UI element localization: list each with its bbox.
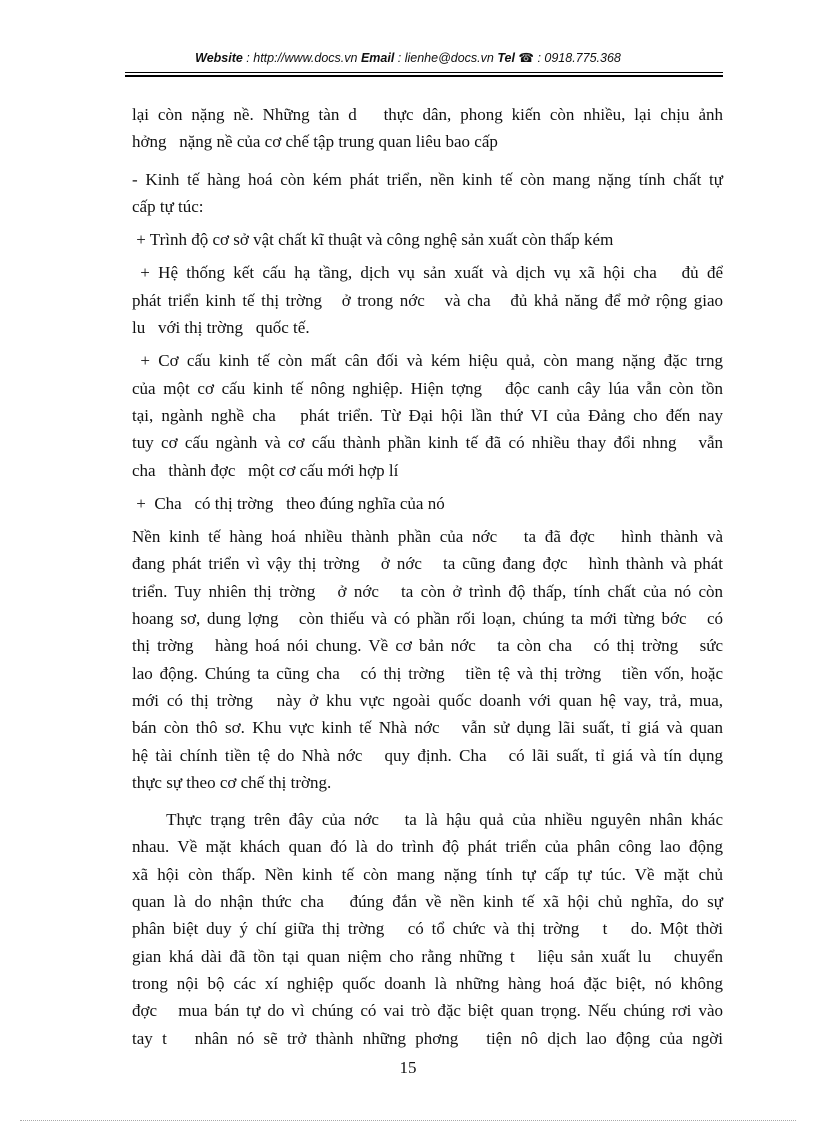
- text-line: lu với thị trờng quốc tế.: [132, 318, 310, 338]
- text-line: tay t nhân nó sẽ trở thành những phơng tiện nô dịch lao động của ngời: [132, 1028, 723, 1048]
- text-line: gian khá dài đã tồn tại quan niệm cho rằng những t liệu sản xuất lu chuyển: [132, 946, 723, 966]
- text-line: triển. Tuy nhiên thị trờng ở nớc ta còn ở trình độ thấp, tính chất của nó còn: [132, 581, 723, 601]
- text-line: thực sự theo cơ chế thị trờng.: [132, 772, 332, 792]
- text-line: nhau. Về mặt khách quan đó là do trình độ phát triển của phân công lao động: [132, 837, 723, 857]
- email-address[interactable]: : lienhe@docs.vn: [394, 51, 498, 65]
- text-line: cha thành đợc một cơ cấu mới hợp lí: [132, 460, 399, 480]
- text-line: + Trình độ cơ sở vật chất kĩ thuật và công nghệ sản xuất còn thấp kém: [132, 230, 614, 250]
- page-header: [0, 50, 816, 65]
- text-line: hệ tài chính tiền tệ do Nhà nớc quy định. Cha có lãi suất, tỉ giá và tín dụng: [132, 745, 723, 765]
- page-bottom-divider: [20, 1120, 796, 1121]
- text-line: đợc mua bán tự do vì chúng có vai trò đặc biệt quan trọng. Nếu chúng rơi vào: [132, 1001, 723, 1021]
- text-line: hởng nặng nề của cơ chế tập trung quan liêu bao cấp: [132, 132, 498, 152]
- text-line: tuy cơ cấu ngành và cơ cấu thành phần kinh tế đã có nhiều thay đổi nhng vẫn: [132, 433, 723, 453]
- text-line: Nền kinh tế hàng hoá nhiều thành phần của nớc ta đã đợc hình thành và: [132, 527, 723, 547]
- text-line: quan là do nhận thức cha đúng đắn về nền kinh tế xã hội chủ nghĩa, do sự: [132, 892, 723, 912]
- text-line: - Kinh tế hàng hoá còn kém phát triển, nền kinh tế còn mang nặng tính chất tự: [132, 169, 723, 189]
- website-label: Website: [195, 51, 243, 65]
- text-line: Thực trạng trên đây của nớc ta là hậu quả của nhiều nguyên nhân khác: [132, 810, 724, 830]
- text-line: trong nội bộ các xí nghiệp quốc doanh là những hàng hoá đặc biệt, nó không: [132, 973, 723, 993]
- text-line: đang phát triển vì vậy thị trờng ở nớc ta cũng đang đợc hình thành và phát: [132, 554, 723, 574]
- text-line: lao động. Chúng ta cũng cha có thị trờng tiền tệ và thị trờng tiền vốn, hoặc: [132, 663, 723, 683]
- text-line: + Hệ thống kết cấu hạ tầng, dịch vụ sản xuất và dịch vụ xã hội cha đủ để: [132, 263, 723, 283]
- website-url[interactable]: : http://www.docs.vn: [242, 51, 361, 65]
- text-line: tại, ngành nghề cha phát triển. Từ Đại hội lần thứ VI của Đảng cho đến nay: [132, 405, 723, 425]
- text-line: + Cha có thị trờng theo đúng nghĩa của nó: [132, 493, 445, 513]
- page-number: 15: [399, 1058, 417, 1077]
- header-rule-thick: [125, 75, 723, 77]
- text-line: thị trờng hàng hoá nói chung. Về cơ bản nớc ta còn cha có thị trờng sức: [132, 636, 723, 656]
- text-line: hoang sơ, dung lợng còn thiếu và có phần rối loạn, chúng ta mới từng bớc có: [132, 609, 723, 629]
- text-line: của một cơ cấu kinh tế nông nghiệp. Hiện tợng độc canh cây lúa vẫn còn tồn: [132, 378, 723, 398]
- email-label: Email: [360, 51, 395, 65]
- text-line: phát triển kinh tế thị trờng ở trong nớc và cha đủ khả năng để mở rộng giao: [132, 290, 723, 310]
- document-body: [132, 101, 723, 1052]
- text-line: phân biệt duy ý chí giữa thị trờng có tổ chức và thị trờng t do. Một thời: [132, 919, 723, 939]
- text-line: bán còn thô sơ. Khu vực kinh tế Nhà nớc vẫn sử dụng lãi suất, tỉ giá và quan: [132, 718, 723, 738]
- text-line: mới có thị trờng này ở khu vực ngoài quốc doanh với quan hệ vay, trả, mua,: [132, 690, 723, 710]
- text-line: xã hội còn thấp. Nền kinh tế còn mang nặng tính tự cấp tự túc. Về mặt chủ: [132, 864, 723, 884]
- header-rule-thin: [125, 72, 723, 73]
- tel-label: Tel: [497, 51, 515, 65]
- text-line: cấp tự túc:: [132, 196, 204, 216]
- text-line: + Cơ cấu kinh tế còn mất cân đối và kém hiệu quả, còn mang nặng đặc trng: [132, 351, 724, 371]
- tel-number: ☎ : 0918.775.368: [514, 51, 621, 65]
- text-line: lại còn nặng nề. Những tàn d thực dân, phong kiến còn nhiều, lại chịu ảnh: [132, 105, 723, 124]
